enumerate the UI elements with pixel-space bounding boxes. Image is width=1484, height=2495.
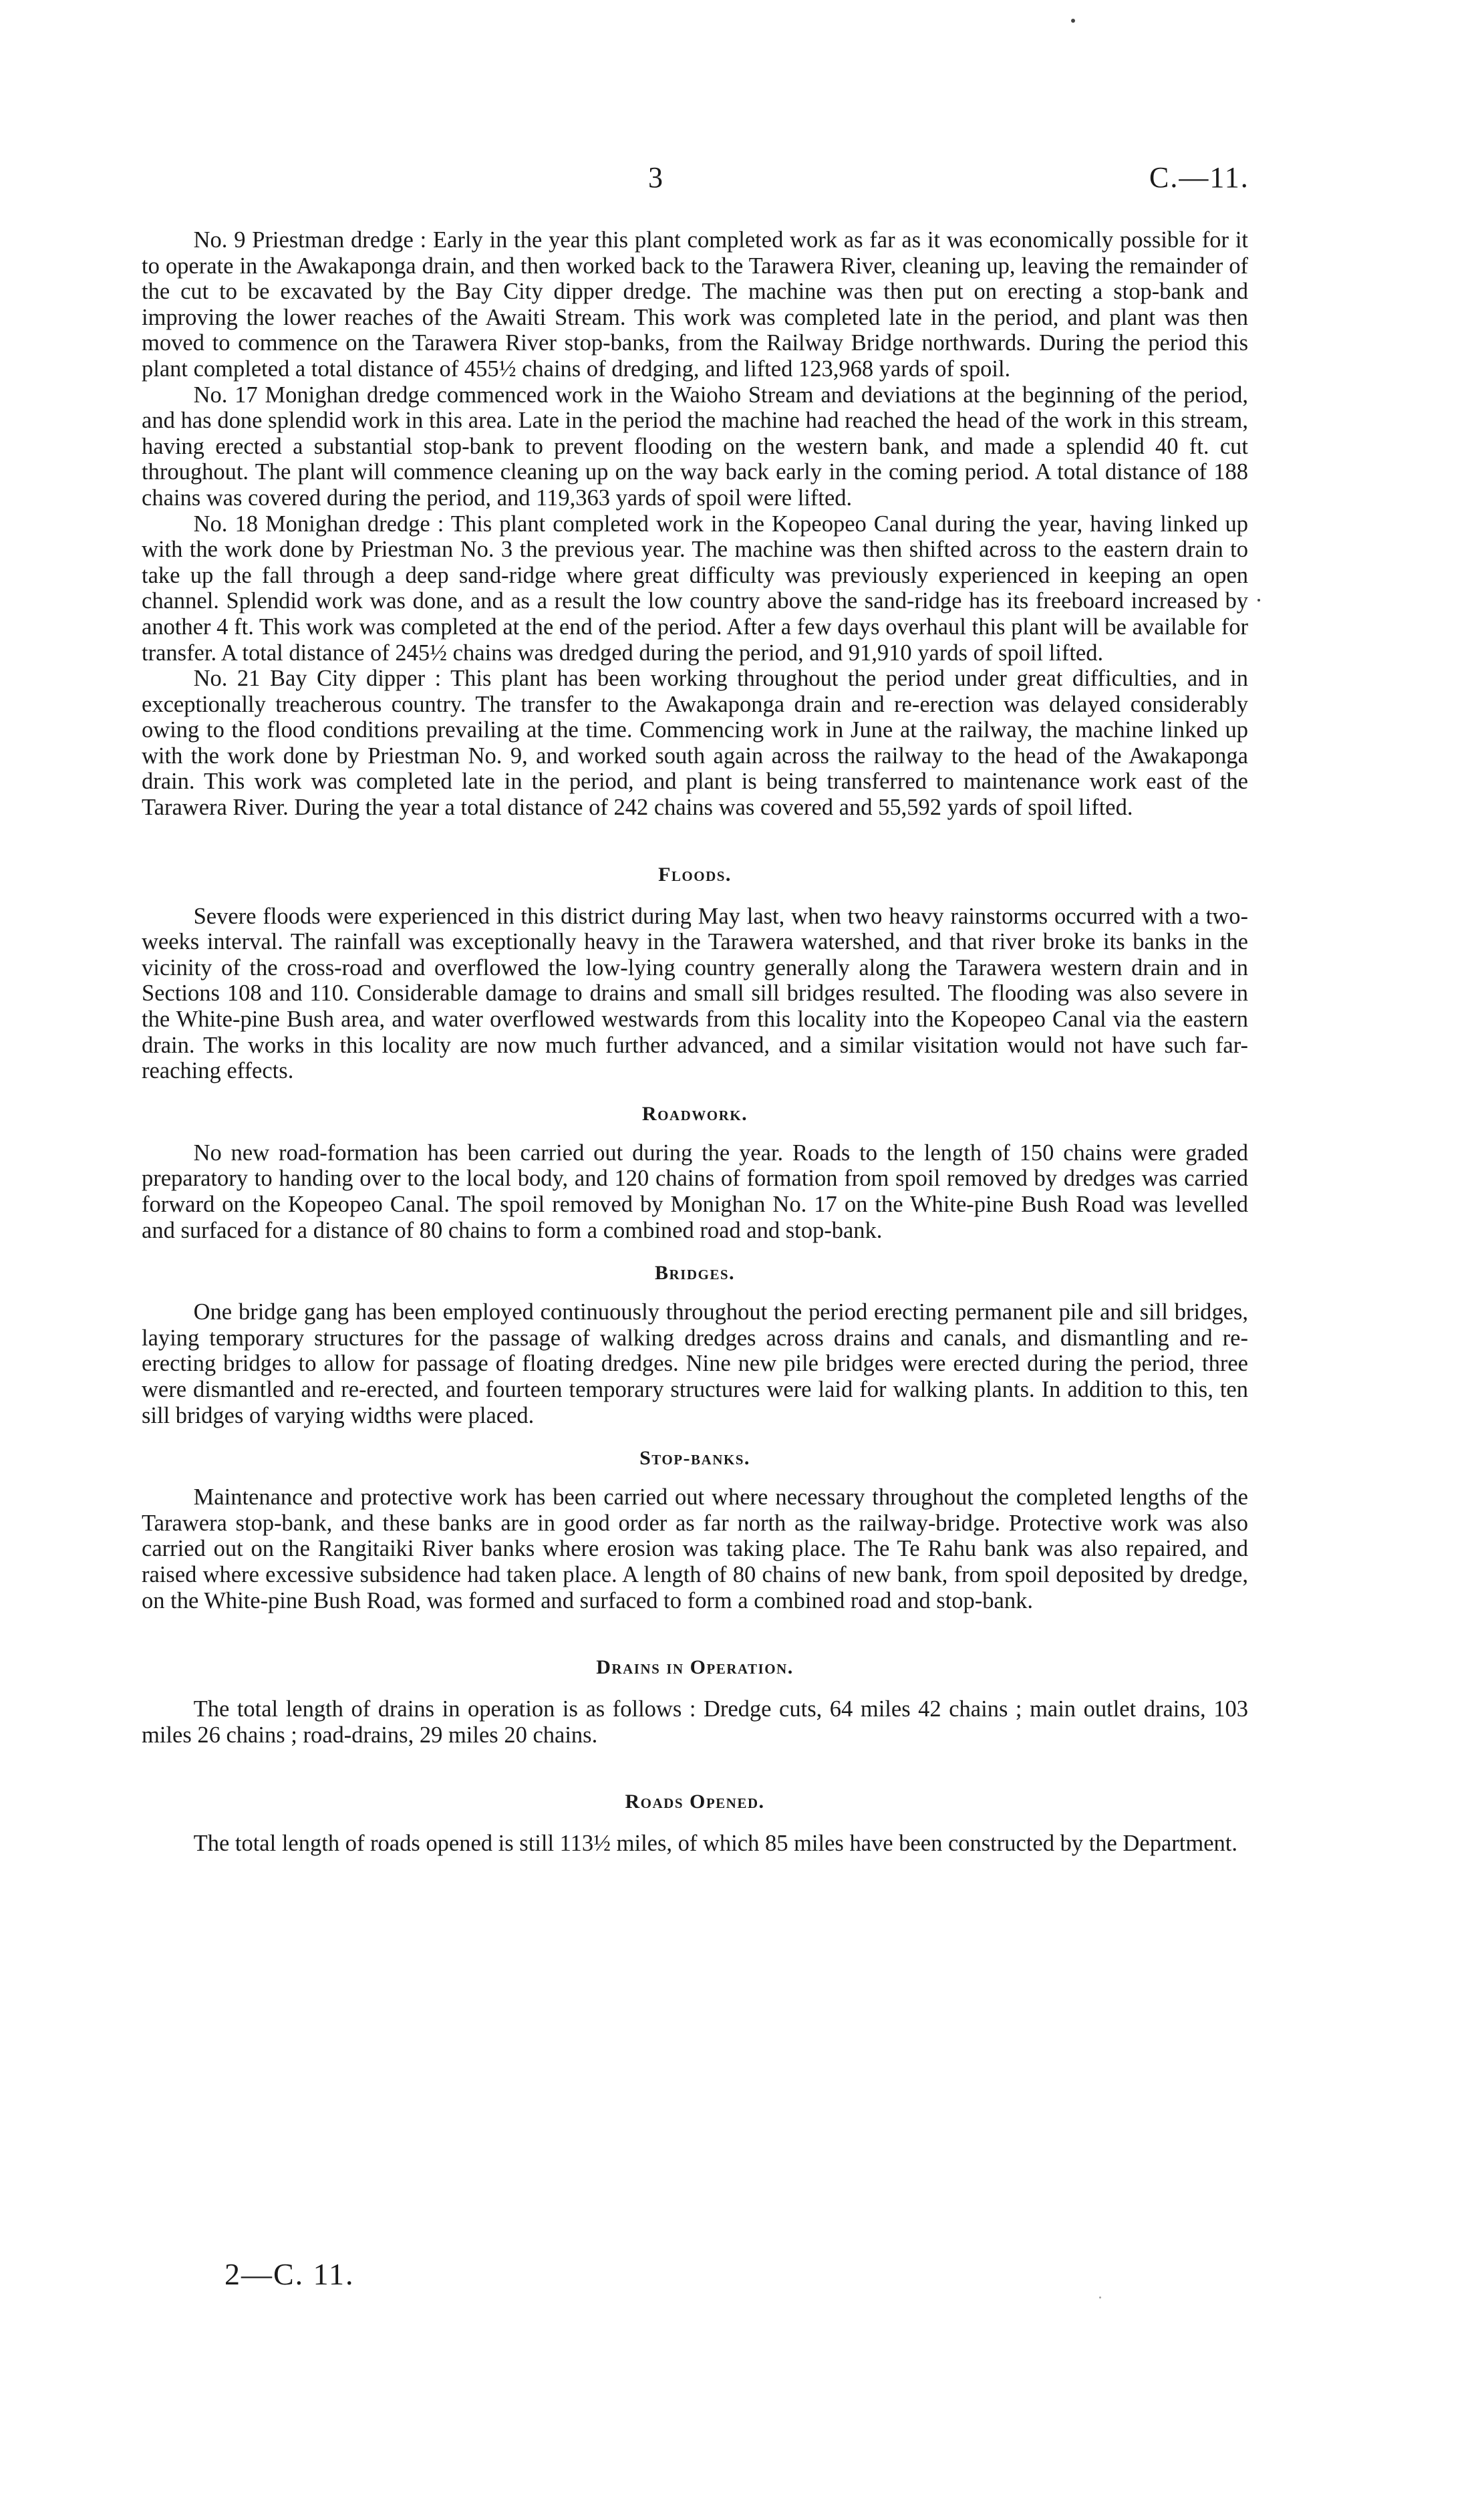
paragraph-monighan-no18: No. 18 Monighan dredge : This plant completed work in the Kopeopeo Canal during the year, having linked up with the work done by Priestman No. 3 the previous year. The machine was then shifted across to the eastern drain to take up the fall through a deep sand-ridge where great difficulty was previously experienced in keeping an open channel. Splendid work was done, and as a result the low country above the sand-ridge has its freeboard increased by another 4 ft. This work was completed at the end of the period. After a few days overhaul this plant will be available for transfer. A total distance of 245½ chains was dredged during the period, and 91,910 yards of spoil lifted. [142, 511, 1248, 666]
paragraph-bay-city-no21: No. 21 Bay City dipper : This plant has been working throughout the period under great difficulties, and in exceptionally treacherous country. The transfer to the Awakaponga drain and re-erection was delayed considerably owing to the flood conditions prevailing at the time. Commencing work in June at the railway, the machine linked up with the work done by Priestman No. 9, and worked south again across the railway to the head of the Awakaponga drain. This work was completed late in the period, and plant is being transferred to maintenance work east of the Tarawera River. During the year a total distance of 242 chains was covered and 55,592 yards of spoil lifted. [142, 666, 1248, 821]
page-body [142, 227, 1248, 1857]
paragraph-roadwork: No new road-formation has been carried out during the year. Roads to the length of 150 chains were graded preparatory to handing over to the local body, and 120 chains of formation from spoil removed by dredges was carried forward on the Kopeopeo Canal. The spoil removed by Monighan No. 17 on the White-pine Bush Road was levelled and surfaced for a distance of 80 chains to form a combined road and stop-bank. [142, 1140, 1248, 1243]
scan-speck [1099, 2296, 1101, 2299]
paragraph-floods: Severe floods were experienced in this district during May last, when two heavy rainstorms occurred with a two-weeks interval. The rainfall was exceptionally heavy in the Tarawera watershed, and that river broke its banks in the vicinity of the cross-road and overflowed the low-lying country generally along the Tarawera western drain and in Sections 108 and 110. Considerable damage to drains and small sill bridges resulted. The flooding was also severe in the White-pine Bush area, and water overflowed westwards from this locality into the Kopeopeo Canal via the eastern drain. The works in this locality are now much further advanced, and a similar visitation would not have such far-reaching effects. [142, 903, 1248, 1084]
heading-drains-in-operation: Drains in Operation. [596, 1656, 794, 1679]
scan-speck [1071, 19, 1075, 23]
paragraph-priestman-no9: No. 9 Priestman dredge : Early in the year this plant completed work as far as it was economically possible for it to operate in the Awakaponga drain, and then worked back to the Tarawera River, cleaning up, leaving the remainder of the cut to be excavated by the Bay City dipper dredge. The machine was then put on erecting a stop-bank and improving the lower reaches of the Awaiti Stream. This work was completed late in the period, and plant was then moved to commence on the Tarawera River stop-banks, from the Railway Bridge northwards. During the period this plant completed a total distance of 455½ chains of dredging, and lifted 123,968 yards of spoil. [142, 227, 1248, 382]
paragraph-stop-banks: Maintenance and protective work has been carried out where necessary throughout the completed lengths of the Tarawera stop-bank, and these banks are in good order as far north as the railway-bridge. Protective work was also carried out on the Rangitaiki River banks where erosion was taking place. The Te Rahu bank was also repaired, and raised where excessive subsidence had taken place. A length of 80 chains of new bank, from spoil deposited by dredge, on the White-pine Bush Road, was formed and surfaced to form a combined road and stop-bank. [142, 1484, 1248, 1613]
document-code: C.—11. [1149, 161, 1249, 194]
paragraph-monighan-no17: No. 17 Monighan dredge commenced work in the Waioho Stream and deviations at the beginning of the period, and has done splendid work in this area. Late in the period the machine had reached the head of the work in this stream, having erected a substantial stop-bank to prevent flooding on the western bank, and made a splendid 40 ft. cut throughout. The plant will commence cleaning up on the way back early in the coming period. A total distance of 188 chains was covered during the period, and 119,363 yards of spoil were lifted. [142, 382, 1248, 511]
heading-bridges: Bridges. [654, 1262, 736, 1285]
paragraph-roads-opened: The total length of roads opened is still 113½ miles, of which 85 miles have been constructed by the Department. [193, 1831, 1237, 1857]
paragraph-bridges: One bridge gang has been employed continuously throughout the period erecting permanent pile and sill bridges, laying temporary structures for the passage of walking dredges across drains and canals, and dismantling and re-erecting bridges to allow for passage of floating dredges. Nine new pile bridges were erected during the period, three were dismantled and re-erected, and fourteen temporary structures were laid for walking plants. In addition to this, ten sill bridges of varying widths were placed. [142, 1299, 1248, 1428]
paragraph-drains-in-operation: The total length of drains in operation is as follows : Dredge cuts, 64 miles 42 chains ; main outlet drains, 103 miles 26 chains ; road-drains, 29 miles 20 chains. [142, 1696, 1248, 1748]
heading-stop-banks: Stop-banks. [639, 1447, 750, 1470]
heading-roads-opened: Roads Opened. [625, 1791, 765, 1813]
footer-signature-code: 2—C. 11. [225, 2257, 355, 2291]
heading-floods: Floods. [658, 863, 732, 886]
scan-speck [1257, 599, 1260, 602]
page-number: 3 [648, 161, 663, 194]
heading-roadwork: Roadwork. [641, 1102, 748, 1125]
